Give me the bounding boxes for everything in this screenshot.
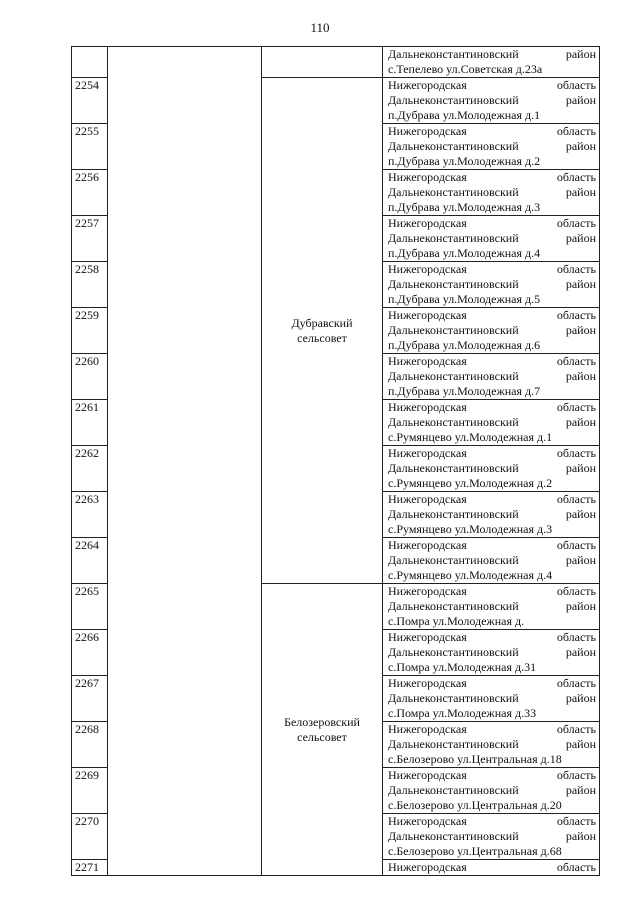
address-line: Дальнеконстантиновский район — [388, 553, 596, 567]
row-number: 2257 — [72, 216, 108, 262]
address-cell — [383, 78, 600, 124]
address-cell — [383, 538, 600, 584]
address-cell — [383, 860, 600, 876]
row-number: 2264 — [72, 538, 108, 584]
address-line: Дальнеконстантиновский район — [388, 829, 596, 843]
row-number: 2259 — [72, 308, 108, 354]
row-number: 2254 — [72, 78, 108, 124]
address-cell — [383, 446, 600, 492]
sovet-name: сельсовет — [297, 729, 347, 744]
address-line: Нижегородская область — [388, 584, 596, 598]
address-line: с.Помра ул.Молодежная д. — [388, 614, 525, 628]
row-number: 2263 — [72, 492, 108, 538]
address-line: Дальнеконстантиновский район — [388, 47, 596, 61]
address-line: Дальнеконстантиновский район — [388, 139, 596, 153]
address-line: Дальнеконстантиновский район — [388, 737, 596, 751]
address-line: Дальнеконстантиновский район — [388, 185, 596, 199]
row-number: 2260 — [72, 354, 108, 400]
address-table — [71, 46, 600, 876]
row-number: 2271 — [72, 860, 108, 876]
address-line: с.Помра ул.Молодежная д.31 — [388, 660, 537, 674]
row-number: 2267 — [72, 676, 108, 722]
address-cell — [383, 814, 600, 860]
address-line: Нижегородская область — [388, 446, 596, 460]
address-line: Нижегородская область — [388, 860, 596, 874]
address-line: Дальнеконстантиновский район — [388, 645, 596, 659]
address-line: Дальнеконстантиновский район — [388, 783, 596, 797]
sovet-name: сельсовет — [297, 330, 347, 345]
address-line: с.Румянцево ул.Молодежная д.2 — [388, 476, 553, 490]
address-cell — [383, 124, 600, 170]
sovet-name: Дубравский — [291, 315, 353, 330]
sovet-cell — [262, 47, 383, 78]
address-line: с.Белозерово ул.Центральная д.18 — [388, 752, 562, 766]
address-line: Дальнеконстантиновский район — [388, 231, 596, 245]
address-line: с.Белозерово ул.Центральная д.20 — [388, 798, 562, 812]
address-line: Нижегородская область — [388, 400, 596, 414]
address-line: Нижегородская область — [388, 538, 596, 552]
row-number: 2255 — [72, 124, 108, 170]
row-number: 2269 — [72, 768, 108, 814]
row-number: 2270 — [72, 814, 108, 860]
address-cell — [383, 47, 600, 78]
address-line: Дальнеконстантиновский район — [388, 599, 596, 613]
row-number: 2268 — [72, 722, 108, 768]
address-line: с.Румянцево ул.Молодежная д.4 — [388, 568, 553, 582]
address-line: Нижегородская область — [388, 216, 596, 230]
address-line: п.Дубрава ул.Молодежная д.1 — [388, 108, 541, 122]
address-cell — [383, 492, 600, 538]
address-line: с.Помра ул.Молодежная д.33 — [388, 706, 537, 720]
sovet-cell — [262, 78, 383, 584]
address-line: с.Тепелево ул.Советская д.23а — [388, 62, 543, 76]
address-line: Дальнеконстантиновский район — [388, 277, 596, 291]
address-line: п.Дубрава ул.Молодежная д.6 — [388, 338, 541, 352]
address-line: п.Дубрава ул.Молодежная д.5 — [388, 292, 541, 306]
address-cell — [383, 722, 600, 768]
address-line: Нижегородская область — [388, 492, 596, 506]
address-line: Дальнеконстантиновский район — [388, 323, 596, 337]
address-cell — [383, 354, 600, 400]
address-line: с.Румянцево ул.Молодежная д.3 — [388, 522, 553, 536]
address-cell — [383, 676, 600, 722]
row-number: 2258 — [72, 262, 108, 308]
address-line: Дальнеконстантиновский район — [388, 415, 596, 429]
address-cell — [383, 216, 600, 262]
address-line: с.Белозерово ул.Центральная д.68 — [388, 844, 562, 858]
address-line: Нижегородская область — [388, 308, 596, 322]
address-line: Дальнеконстантиновский район — [388, 369, 596, 383]
address-cell — [383, 768, 600, 814]
address-line: Нижегородская область — [388, 630, 596, 644]
address-line: Дальнеконстантиновский район — [388, 93, 596, 107]
address-line: Нижегородская область — [388, 814, 596, 828]
row-number: 2256 — [72, 170, 108, 216]
address-line: с.Румянцево ул.Молодежная д.1 — [388, 430, 553, 444]
address-cell — [383, 584, 600, 630]
row-number: 2262 — [72, 446, 108, 492]
sovet-cell — [262, 584, 383, 876]
empty-column — [108, 47, 262, 876]
address-line: Дальнеконстантиновский район — [388, 461, 596, 475]
address-line: Нижегородская область — [388, 78, 596, 92]
address-line: Дальнеконстантиновский район — [388, 507, 596, 521]
address-line: п.Дубрава ул.Молодежная д.4 — [388, 246, 541, 260]
address-line: Нижегородская область — [388, 124, 596, 138]
address-line: п.Дубрава ул.Молодежная д.3 — [388, 200, 541, 214]
address-cell — [383, 630, 600, 676]
row-number: 2265 — [72, 584, 108, 630]
address-line: Нижегородская область — [388, 768, 596, 782]
table-row — [72, 47, 600, 78]
address-line: Нижегородская область — [388, 676, 596, 690]
address-line: Нижегородская область — [388, 354, 596, 368]
address-cell — [383, 262, 600, 308]
address-line: Нижегородская область — [388, 722, 596, 736]
address-line: п.Дубрава ул.Молодежная д.2 — [388, 154, 541, 168]
row-number — [72, 47, 108, 78]
address-line: п.Дубрава ул.Молодежная д.7 — [388, 384, 541, 398]
address-cell — [383, 400, 600, 446]
row-number: 2261 — [72, 400, 108, 446]
address-line: Нижегородская область — [388, 262, 596, 276]
address-line: Нижегородская область — [388, 170, 596, 184]
page-number: 110 — [310, 20, 330, 35]
address-line: Дальнеконстантиновский район — [388, 691, 596, 705]
row-number: 2266 — [72, 630, 108, 676]
sovet-name: Белозеровский — [284, 714, 360, 729]
address-cell — [383, 170, 600, 216]
address-cell — [383, 308, 600, 354]
